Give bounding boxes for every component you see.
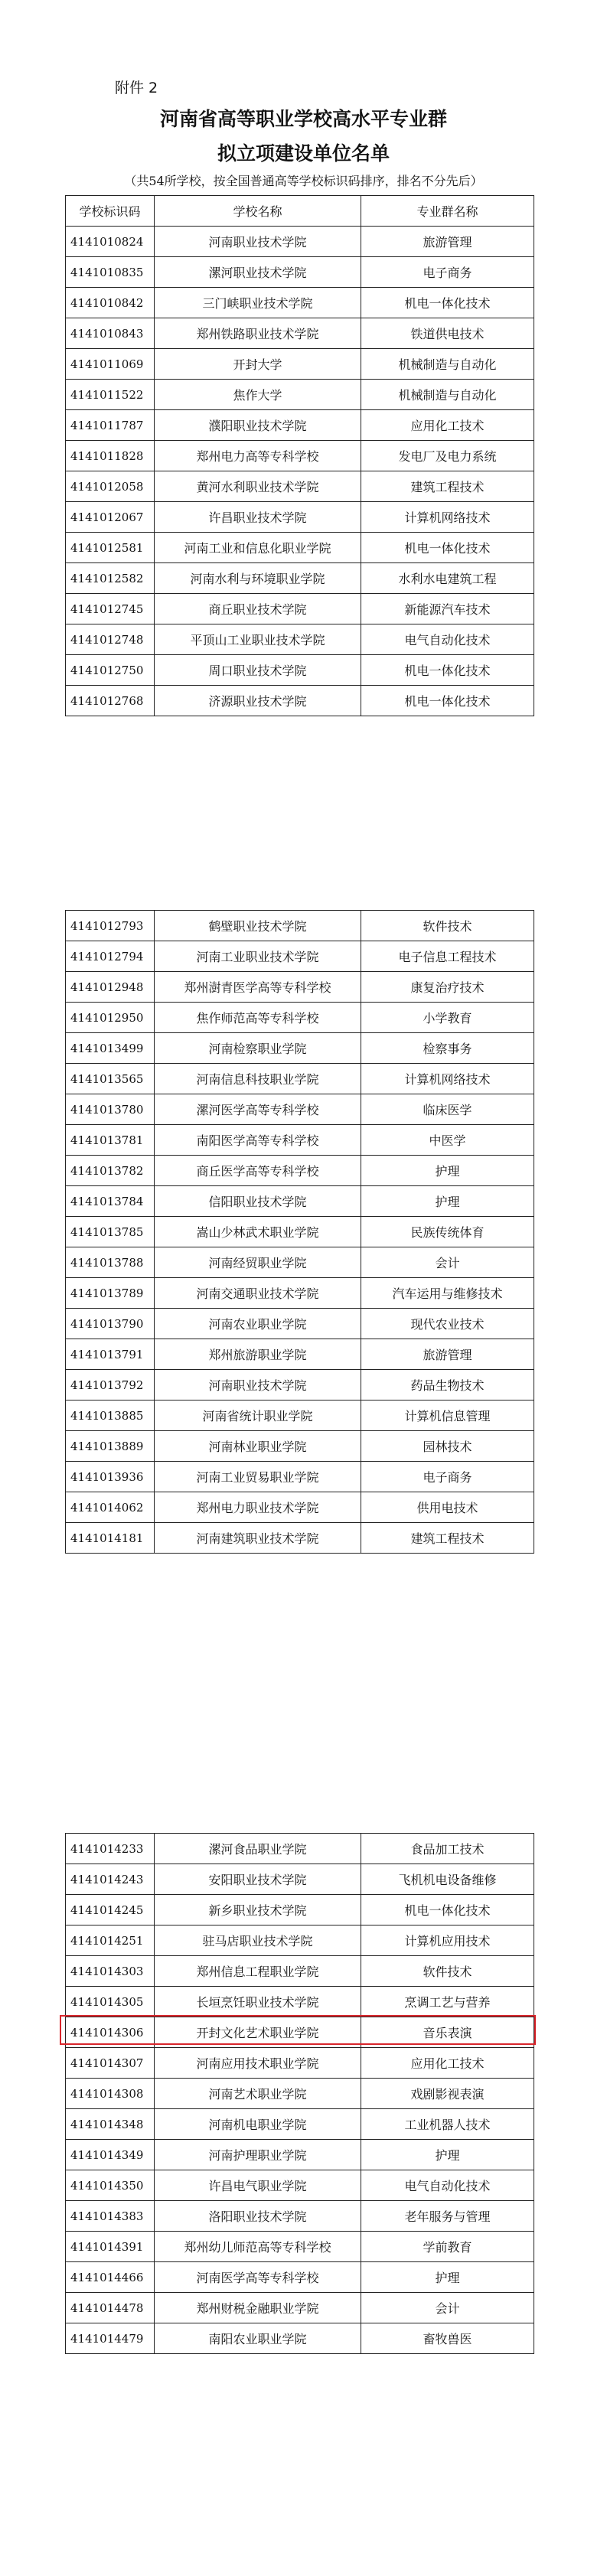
- school-code-cell: 4141014243: [66, 1864, 155, 1895]
- school-name-cell: 嵩山少林武术职业学院: [155, 1217, 361, 1247]
- major-group-cell: 临床医学: [361, 1094, 534, 1125]
- major-group-cell: 机电一体化技术: [361, 533, 534, 563]
- table-row: [66, 1125, 534, 1156]
- table-row: [66, 1186, 534, 1217]
- school-name-cell: 河南工业职业技术学院: [155, 941, 361, 972]
- major-group-cell: 电子商务: [361, 257, 534, 288]
- school-name-cell: 许昌职业技术学院: [155, 502, 361, 533]
- table-row: [66, 257, 534, 288]
- school-code-cell: 4141012950: [66, 1003, 155, 1033]
- table-row: [66, 1492, 534, 1523]
- school-name-cell: 河南林业职业学院: [155, 1431, 361, 1462]
- table-header-row: [66, 196, 534, 227]
- school-name-cell: 安阳职业技术学院: [155, 1864, 361, 1895]
- major-group-cell: 戏剧影视表演: [361, 2079, 534, 2109]
- school-code-cell: 4141013788: [66, 1247, 155, 1278]
- major-group-cell: 应用化工技术: [361, 410, 534, 441]
- major-group-cell: 电子信息工程技术: [361, 941, 534, 972]
- major-group-cell: 护理: [361, 1186, 534, 1217]
- school-code-cell: 4141014306: [66, 2017, 155, 2048]
- school-code-cell: 4141012581: [66, 533, 155, 563]
- major-group-cell: 园林技术: [361, 1431, 534, 1462]
- school-code-cell: 4141010824: [66, 227, 155, 257]
- table-row: [66, 1895, 534, 1925]
- school-name-cell: 洛阳职业技术学院: [155, 2201, 361, 2232]
- school-code-cell: 4141013789: [66, 1278, 155, 1309]
- school-code-cell: 4141013936: [66, 1462, 155, 1492]
- major-group-cell: 旅游管理: [361, 227, 534, 257]
- table-row: [66, 1217, 534, 1247]
- major-group-cell: 畜牧兽医: [361, 2323, 534, 2354]
- school-code-header: 学校标识码: [66, 196, 155, 227]
- document-title: 河南省高等职业学校高水平专业群: [159, 108, 447, 130]
- major-group-cell: 烹调工艺与营养: [361, 1987, 534, 2017]
- school-code-cell: 4141011069: [66, 349, 155, 380]
- major-group-cell: 机电一体化技术: [361, 655, 534, 686]
- school-name-cell: 三门峡职业技术学院: [155, 288, 361, 318]
- major-group-cell: 软件技术: [361, 911, 534, 941]
- school-code-cell: 4141012582: [66, 563, 155, 594]
- school-name-cell: 河南省统计职业学院: [155, 1400, 361, 1431]
- table-row: [66, 1925, 534, 1956]
- school-name-cell: 黄河水利职业技术学院: [155, 471, 361, 502]
- table-row: [66, 227, 534, 257]
- school-name-cell: 平顶山工业职业技术学院: [155, 624, 361, 655]
- school-code-cell: 4141013565: [66, 1064, 155, 1094]
- school-name-cell: 郑州澍青医学高等专科学校: [155, 972, 361, 1003]
- school-name-cell: 驻马店职业技术学院: [155, 1925, 361, 1956]
- major-group-cell: 计算机信息管理: [361, 1400, 534, 1431]
- table-row: [66, 349, 534, 380]
- major-group-cell: 供用电技术: [361, 1492, 534, 1523]
- major-group-cell: 工业机器人技术: [361, 2109, 534, 2140]
- school-name-cell: 焦作大学: [155, 380, 361, 410]
- school-name-cell: 商丘医学高等专科学校: [155, 1156, 361, 1186]
- major-group-cell: 建筑工程技术: [361, 1523, 534, 1554]
- major-group-cell: 机电一体化技术: [361, 1895, 534, 1925]
- school-name-cell: 新乡职业技术学院: [155, 1895, 361, 1925]
- table-row: [66, 1864, 534, 1895]
- school-code-cell: 4141011522: [66, 380, 155, 410]
- major-group-cell: 护理: [361, 2262, 534, 2293]
- table-row: [66, 2201, 534, 2232]
- school-name-cell: 鹤壁职业技术学院: [155, 911, 361, 941]
- school-name-cell: 郑州信息工程职业学院: [155, 1956, 361, 1987]
- major-group-cell: 电气自动化技术: [361, 2170, 534, 2201]
- school-name-cell: 河南信息科技职业学院: [155, 1064, 361, 1094]
- school-code-cell: 4141014348: [66, 2109, 155, 2140]
- school-code-cell: 4141014307: [66, 2048, 155, 2079]
- table-row: [66, 1309, 534, 1339]
- table-row: [66, 563, 534, 594]
- school-code-cell: 4141012748: [66, 624, 155, 655]
- document-subtitle: （共54所学校，按全国普通高等学校标识码排序，排名不分先后）: [124, 174, 483, 188]
- table-row: [66, 1003, 534, 1033]
- school-code-cell: 4141014062: [66, 1492, 155, 1523]
- school-code-cell: 4141012794: [66, 941, 155, 972]
- school-name-cell: 河南艺术职业学院: [155, 2079, 361, 2109]
- school-code-cell: 4141014391: [66, 2232, 155, 2262]
- school-code-cell: 4141014181: [66, 1523, 155, 1554]
- major-group-cell: 软件技术: [361, 1956, 534, 1987]
- major-group-cell: 护理: [361, 2140, 534, 2170]
- school-code-cell: 4141011787: [66, 410, 155, 441]
- table-row: [66, 1834, 534, 1864]
- table-row: [66, 2293, 534, 2323]
- school-table-page-3: [65, 1833, 534, 2354]
- school-name-cell: 河南职业技术学院: [155, 227, 361, 257]
- table-row: [66, 972, 534, 1003]
- school-code-cell: 4141012948: [66, 972, 155, 1003]
- school-name-cell: 信阳职业技术学院: [155, 1186, 361, 1217]
- school-code-cell: 4141013780: [66, 1094, 155, 1125]
- school-name-cell: 南阳医学高等专科学校: [155, 1125, 361, 1156]
- table-row: [66, 1064, 534, 1094]
- table-row: [66, 1370, 534, 1400]
- school-name-cell: 河南检察职业学院: [155, 1033, 361, 1064]
- school-code-cell: 4141014233: [66, 1834, 155, 1864]
- school-code-cell: 4141014466: [66, 2262, 155, 2293]
- table-row: [66, 318, 534, 349]
- major-group-cell: 建筑工程技术: [361, 471, 534, 502]
- school-code-cell: 4141013781: [66, 1125, 155, 1156]
- table-row: [66, 2232, 534, 2262]
- table-row: [66, 2140, 534, 2170]
- major-group-cell: 旅游管理: [361, 1339, 534, 1370]
- school-code-cell: 4141014303: [66, 1956, 155, 1987]
- school-code-cell: 4141014383: [66, 2201, 155, 2232]
- table-row: [66, 911, 534, 941]
- major-group-cell: 计算机网络技术: [361, 1064, 534, 1094]
- major-group-cell: 铁道供电技术: [361, 318, 534, 349]
- table-row: [66, 471, 534, 502]
- table-row: [66, 1033, 534, 1064]
- school-name-cell: 漯河职业技术学院: [155, 257, 361, 288]
- school-name-cell: 焦作师范高等专科学校: [155, 1003, 361, 1033]
- major-group-cell: 机电一体化技术: [361, 686, 534, 716]
- major-group-cell: 民族传统体育: [361, 1217, 534, 1247]
- table-row: [66, 2079, 534, 2109]
- school-code-cell: 4141013782: [66, 1156, 155, 1186]
- school-name-cell: 漯河医学高等专科学校: [155, 1094, 361, 1125]
- table-row: [66, 2262, 534, 2293]
- major-group-cell: 机械制造与自动化: [361, 349, 534, 380]
- school-code-cell: 4141013784: [66, 1186, 155, 1217]
- school-name-cell: 济源职业技术学院: [155, 686, 361, 716]
- major-group-cell: 汽车运用与维修技术: [361, 1278, 534, 1309]
- school-code-cell: 4141012750: [66, 655, 155, 686]
- major-group-cell: 护理: [361, 1156, 534, 1186]
- major-group-cell: 药品生物技术: [361, 1370, 534, 1400]
- major-group-cell: 水利水电建筑工程: [361, 563, 534, 594]
- school-code-cell: 4141013790: [66, 1309, 155, 1339]
- school-name-cell: 开封大学: [155, 349, 361, 380]
- school-code-cell: 4141014479: [66, 2323, 155, 2354]
- major-group-cell: 计算机网络技术: [361, 502, 534, 533]
- school-code-cell: 4141014305: [66, 1987, 155, 2017]
- table-row: [66, 1523, 534, 1554]
- school-code-cell: 4141013889: [66, 1431, 155, 1462]
- school-name-cell: 河南水利与环境职业学院: [155, 563, 361, 594]
- major-group-cell: 老年服务与管理: [361, 2201, 534, 2232]
- table-row: [66, 1247, 534, 1278]
- major-group-header: 专业群名称: [361, 196, 534, 227]
- table-row: [66, 1278, 534, 1309]
- table-row: [66, 1956, 534, 1987]
- table-row: [66, 1431, 534, 1462]
- major-group-cell: 会计: [361, 2293, 534, 2323]
- school-name-cell: 南阳农业职业学院: [155, 2323, 361, 2354]
- school-code-cell: 4141013785: [66, 1217, 155, 1247]
- major-group-cell: 发电厂及电力系统: [361, 441, 534, 471]
- school-name-cell: 河南医学高等专科学校: [155, 2262, 361, 2293]
- school-name-cell: 郑州财税金融职业学院: [155, 2293, 361, 2323]
- school-code-cell: 4141014251: [66, 1925, 155, 1956]
- major-group-cell: 机电一体化技术: [361, 288, 534, 318]
- school-code-cell: 4141013885: [66, 1400, 155, 1431]
- major-group-cell: 应用化工技术: [361, 2048, 534, 2079]
- school-name-cell: 长垣烹饪职业技术学院: [155, 1987, 361, 2017]
- school-code-cell: 4141014308: [66, 2079, 155, 2109]
- table-row: [66, 288, 534, 318]
- school-code-cell: 4141010842: [66, 288, 155, 318]
- major-group-cell: 音乐表演: [361, 2017, 534, 2048]
- table-row: [66, 1400, 534, 1431]
- school-name-cell: 开封文化艺术职业学院: [155, 2017, 361, 2048]
- major-group-cell: 计算机应用技术: [361, 1925, 534, 1956]
- school-code-cell: 4141012067: [66, 502, 155, 533]
- major-group-cell: 会计: [361, 1247, 534, 1278]
- major-group-cell: 飞机机电设备维修: [361, 1864, 534, 1895]
- major-group-cell: 新能源汽车技术: [361, 594, 534, 624]
- school-code-cell: 4141014350: [66, 2170, 155, 2201]
- school-code-cell: 4141010843: [66, 318, 155, 349]
- major-group-cell: 康复治疗技术: [361, 972, 534, 1003]
- school-name-cell: 河南护理职业学院: [155, 2140, 361, 2170]
- major-group-cell: 中医学: [361, 1125, 534, 1156]
- table-row: [66, 502, 534, 533]
- school-name-cell: 郑州电力职业技术学院: [155, 1492, 361, 1523]
- school-code-cell: 4141012793: [66, 911, 155, 941]
- school-name-cell: 河南建筑职业技术学院: [155, 1523, 361, 1554]
- school-name-cell: 河南工业和信息化职业学院: [155, 533, 361, 563]
- school-name-cell: 郑州铁路职业技术学院: [155, 318, 361, 349]
- attachment-label: 附件 2: [115, 80, 158, 96]
- major-group-cell: 检察事务: [361, 1033, 534, 1064]
- school-table-page-2: [65, 910, 534, 1554]
- table-row: [66, 2170, 534, 2201]
- major-group-cell: 机械制造与自动化: [361, 380, 534, 410]
- table-row: [66, 380, 534, 410]
- school-name-cell: 河南应用技术职业学院: [155, 2048, 361, 2079]
- table-row: [66, 594, 534, 624]
- school-name-cell: 漯河食品职业学院: [155, 1834, 361, 1864]
- school-name-cell: 许昌电气职业学院: [155, 2170, 361, 2201]
- school-code-cell: 4141011828: [66, 441, 155, 471]
- school-code-cell: 4141013791: [66, 1339, 155, 1370]
- table-row: [66, 2323, 534, 2354]
- table-row: [66, 1094, 534, 1125]
- school-code-cell: 4141012058: [66, 471, 155, 502]
- school-name-cell: 河南经贸职业学院: [155, 1247, 361, 1278]
- table-row: [66, 2048, 534, 2079]
- school-code-cell: 4141012768: [66, 686, 155, 716]
- school-name-cell: 郑州旅游职业学院: [155, 1339, 361, 1370]
- table-row: [66, 533, 534, 563]
- school-name-cell: 商丘职业技术学院: [155, 594, 361, 624]
- school-name-header: 学校名称: [155, 196, 361, 227]
- table-row: [66, 624, 534, 655]
- school-code-cell: 4141014349: [66, 2140, 155, 2170]
- school-name-cell: 河南工业贸易职业学院: [155, 1462, 361, 1492]
- table-row: [66, 1339, 534, 1370]
- school-code-cell: 4141013792: [66, 1370, 155, 1400]
- school-name-cell: 河南农业职业学院: [155, 1309, 361, 1339]
- school-code-cell: 4141014245: [66, 1895, 155, 1925]
- school-code-cell: 4141014478: [66, 2293, 155, 2323]
- school-table-page-1: [65, 195, 534, 716]
- school-name-cell: 河南职业技术学院: [155, 1370, 361, 1400]
- table-row: [66, 441, 534, 471]
- major-group-cell: 学前教育: [361, 2232, 534, 2262]
- school-name-cell: 郑州幼儿师范高等专科学校: [155, 2232, 361, 2262]
- school-name-cell: 周口职业技术学院: [155, 655, 361, 686]
- table-row: [66, 941, 534, 972]
- major-group-cell: 电气自动化技术: [361, 624, 534, 655]
- school-code-cell: 4141012745: [66, 594, 155, 624]
- table-row: [66, 1462, 534, 1492]
- major-group-cell: 小学教育: [361, 1003, 534, 1033]
- school-code-cell: 4141013499: [66, 1033, 155, 1064]
- table-row: [66, 410, 534, 441]
- school-name-cell: 郑州电力高等专科学校: [155, 441, 361, 471]
- table-row: [66, 2109, 534, 2140]
- document-title-line2: 拟立项建设单位名单: [217, 142, 390, 165]
- major-group-cell: 电子商务: [361, 1462, 534, 1492]
- major-group-cell: 食品加工技术: [361, 1834, 534, 1864]
- school-name-cell: 河南交通职业技术学院: [155, 1278, 361, 1309]
- major-group-cell: 现代农业技术: [361, 1309, 534, 1339]
- table-row: [66, 686, 534, 716]
- table-row: [66, 1987, 534, 2017]
- school-code-cell: 4141010835: [66, 257, 155, 288]
- table-row: [66, 655, 534, 686]
- school-name-cell: 河南机电职业学院: [155, 2109, 361, 2140]
- highlighted-row-box: [60, 2015, 536, 2045]
- table-row: [66, 1156, 534, 1186]
- school-name-cell: 濮阳职业技术学院: [155, 410, 361, 441]
